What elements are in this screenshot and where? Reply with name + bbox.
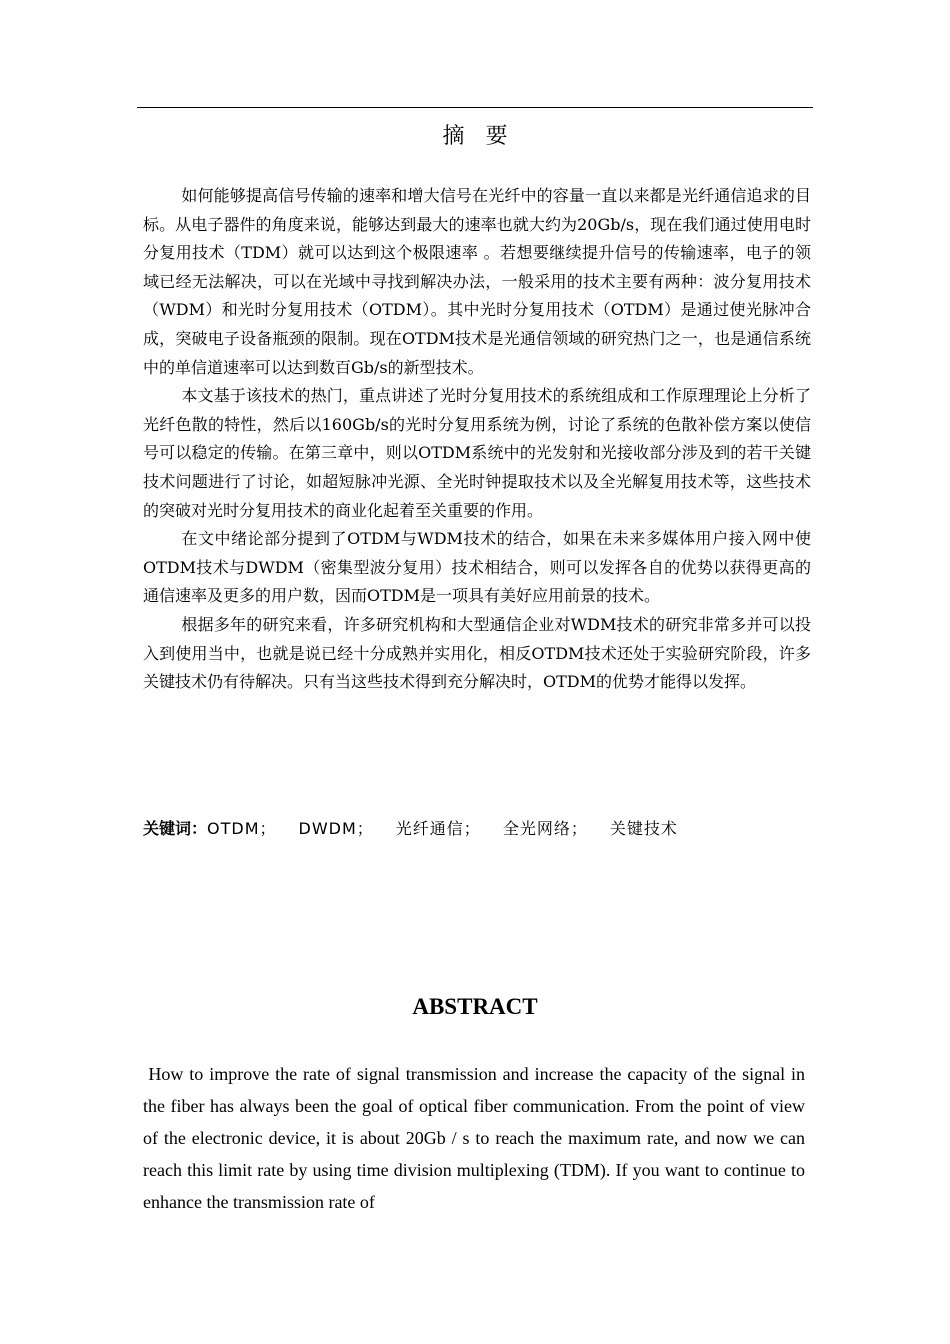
- chinese-paragraph: 如何能够提高信号传输的速率和增大信号在光纤中的容量一直以来都是光纤通信追求的目标。从电子器件的角度来说，能够达到最大的速率也就大约为20Gb/s，现在我们通过使用电时分复用技术（TDM）就可以达到这个极限速率 。若想要继续提升信号的传输速率，电子的领域已经无法解决，可以在光域中寻找到解决办法，一般采用的技术主要有两种：波分复用技术（WDM）和光时分复用技术（OTDM）。其中光时分复用技术（OTDM）是通过使光脉冲合成，突破电子设备瓶颈的限制。现在OTDM技术是光通信领域的研究热门之一，也是通信系统中的单信道速率可以达到数百Gb/s的新型技术。: [143, 186, 811, 377]
- chinese-paragraph: 根据多年的研究来看，许多研究机构和大型通信企业对WDM技术的研究非常多并可以投入到使用当中，也就是说已经十分成熟并实用化，相反OTDM技术还处于实验研究阶段，许多关键技术仍有待解决。只有当这些技术得到充分解决时，OTDM的优势才能得以发挥。: [143, 614, 811, 692]
- keyword: 全光网络；: [502, 819, 588, 838]
- keyword: OTDM；: [207, 819, 277, 838]
- chinese-abstract-title: 摘 要: [442, 124, 508, 149]
- english-abstract-body: [143, 1058, 805, 1218]
- chinese-paragraph: 在文中绪论部分提到了OTDM与WDM技术的结合，如果在未来多媒体用户接入网中使OTDM技术与DWDM（密集型波分复用）技术相结合，则可以发挥各自的优势以获得更高的通信速率及更多的用户数，因而OTDM是一项具有美好应用前景的技术。: [143, 529, 811, 606]
- keyword: 关键技术: [609, 819, 678, 838]
- keywords-label: 关键词：: [143, 819, 208, 838]
- english-paragraph: How to improve the rate of signal transmission and increase the capacity of the signal in the fiber has always been the goal of optical fiber communication. From the point of view of the electronic device, it is about 20Gb / s to reach the maximum rate, and now we can reach this limit rate by using time division multiplexing (TDM). If you want to continue to enhance the transmission rate of: [143, 1064, 805, 1212]
- keyword: DWDM；: [298, 819, 374, 838]
- chinese-abstract-body: [143, 182, 811, 697]
- keyword: 光纤通信；: [395, 819, 481, 838]
- english-abstract-title: ABSTRACT: [412, 994, 538, 1019]
- header-rule: [137, 107, 813, 108]
- chinese-paragraph: 本文基于该技术的热门，重点讲述了光时分复用技术的系统组成和工作原理理论上分析了光纤色散的特性，然后以160Gb/s的光时分复用系统为例，讨论了系统的色散补偿方案以使信号可以稳定的传输。在第三章中，则以OTDM系统中的光发射和光接收部分涉及到的若干关键技术问题进行了讨论，如超短脉冲光源、全光时钟提取技术以及全光解复用技术等，这些技术的突破对光时分复用技术的商业化起着至关重要的作用。: [143, 386, 811, 520]
- keywords-line: [143, 815, 811, 843]
